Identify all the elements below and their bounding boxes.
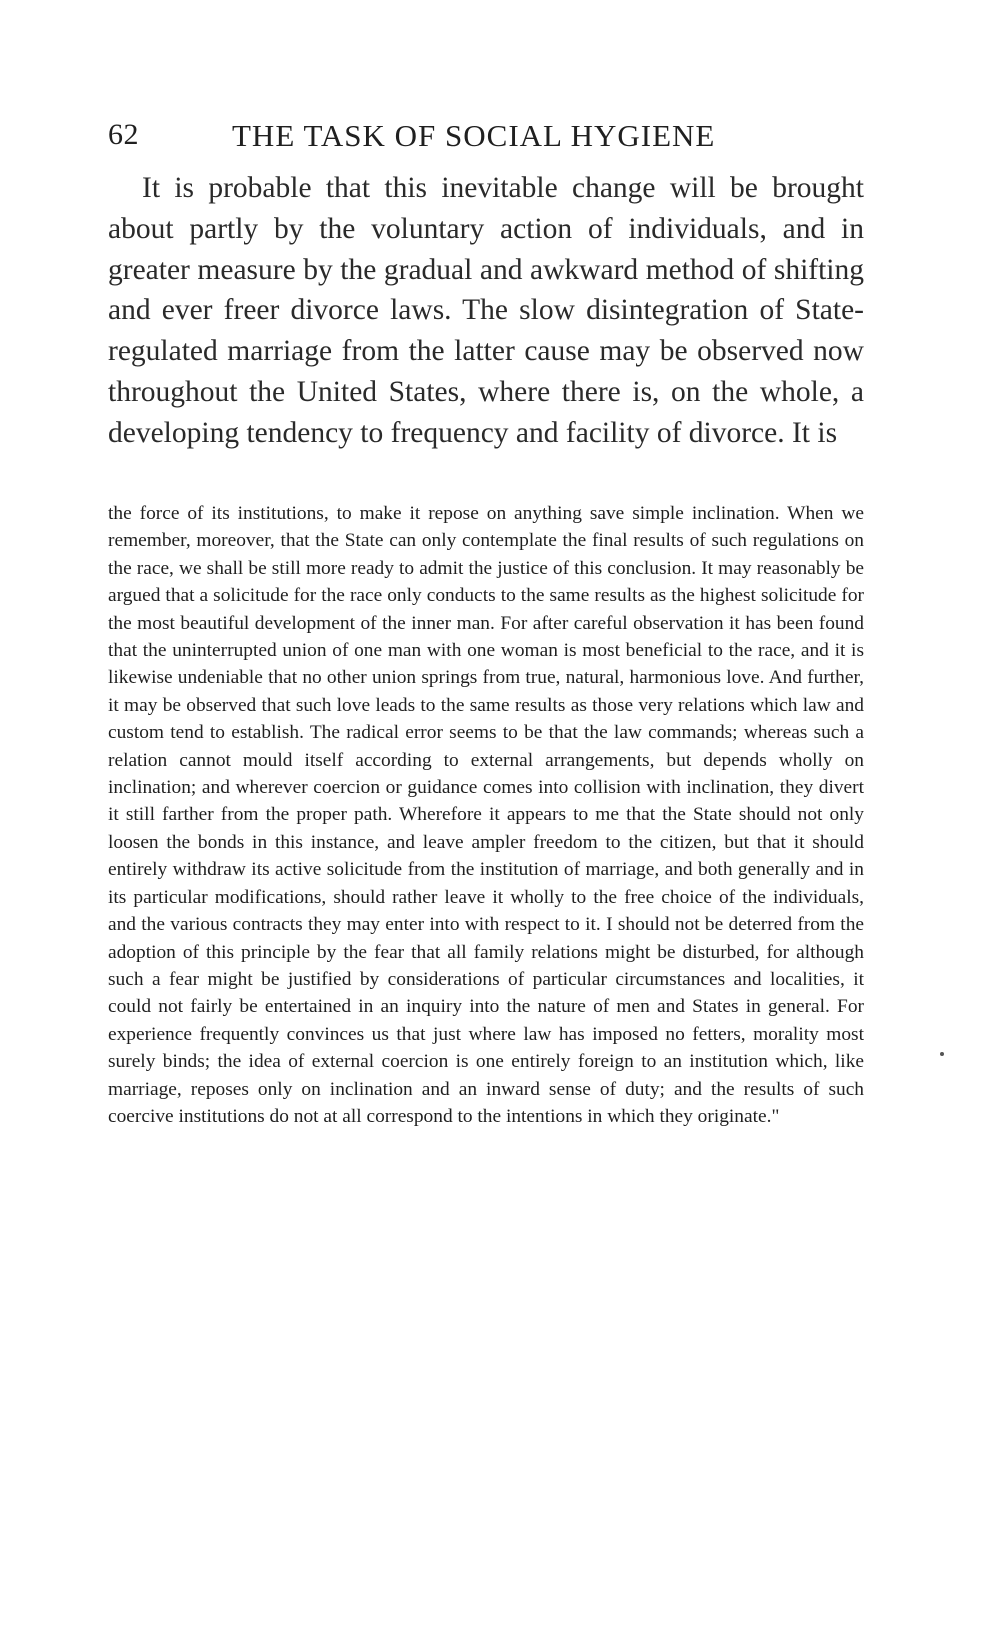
main-paragraph: It is probable that this inevitable change will be brought about partly by the voluntary action of individuals, and in greater measure by the gradual and awkward method of shifting and ever freer divorce laws. The slow disintegration of State-regulated marriage from the latter cause may be observed now throughout the United States, where there is, on the whole, a developing tendency to frequency and facility of divorce. It is [108, 172, 864, 449]
quotation-paragraph: the force of its institutions, to make it repose on anything save simple inclination. When we remember, moreover, that the State can only contemplate the final results of such regulations on the race, we shall be still more ready to admit the justice of this conclusion. It may reasonably be argued that a solicitude for the race only conducts to the same results as the highest solicitude for the most beautiful development of the inner man. For after careful observation it has been found that the uninterrupted union of one man with one woman is most beneficial to the race, and it is likewise undeniable that no other union springs from true, natural, harmonious love. And further, it may be observed that such love leads to the same results as those very relations which law and custom tend to establish. The radical error seems to be that the law commands; whereas such a relation cannot mould itself according to external arrangements, but depends wholly on inclination; and wherever coercion or guidance comes into collision with inclination, they divert it still farther from the proper path. Wherefore it appears to me that the State should not only loosen the bonds in this instance, and leave ampler freedom to the citizen, but that it should entirely withdraw its active solicitude from the institution of marriage, and both generally and in its particular modifications, should rather leave it wholly to the free choice of the individuals, and the various contracts they may enter into with respect to it. I should not be deterred from the adoption of this principle by the fear that all family relations might be disturbed, for although such a fear might be justified by considerations of particular circumstances and localities, it could not fairly be entertained in an inquiry into the nature of men and States in general. For experience frequently convinces us that just where law has imposed no fetters, morality most surely binds; the idea of external coercion is one entirely foreign to an institution which, like marriage, reposes only on inclination and an inward sense of duty; and the results of such coercive institutions do not at all correspond to the intentions in which they originate." [108, 503, 864, 1127]
page-number: 62 [108, 118, 139, 151]
ink-speck [940, 1052, 944, 1056]
running-title: THE TASK OF SOCIAL HYGIENE [232, 118, 716, 153]
running-head [108, 112, 868, 162]
